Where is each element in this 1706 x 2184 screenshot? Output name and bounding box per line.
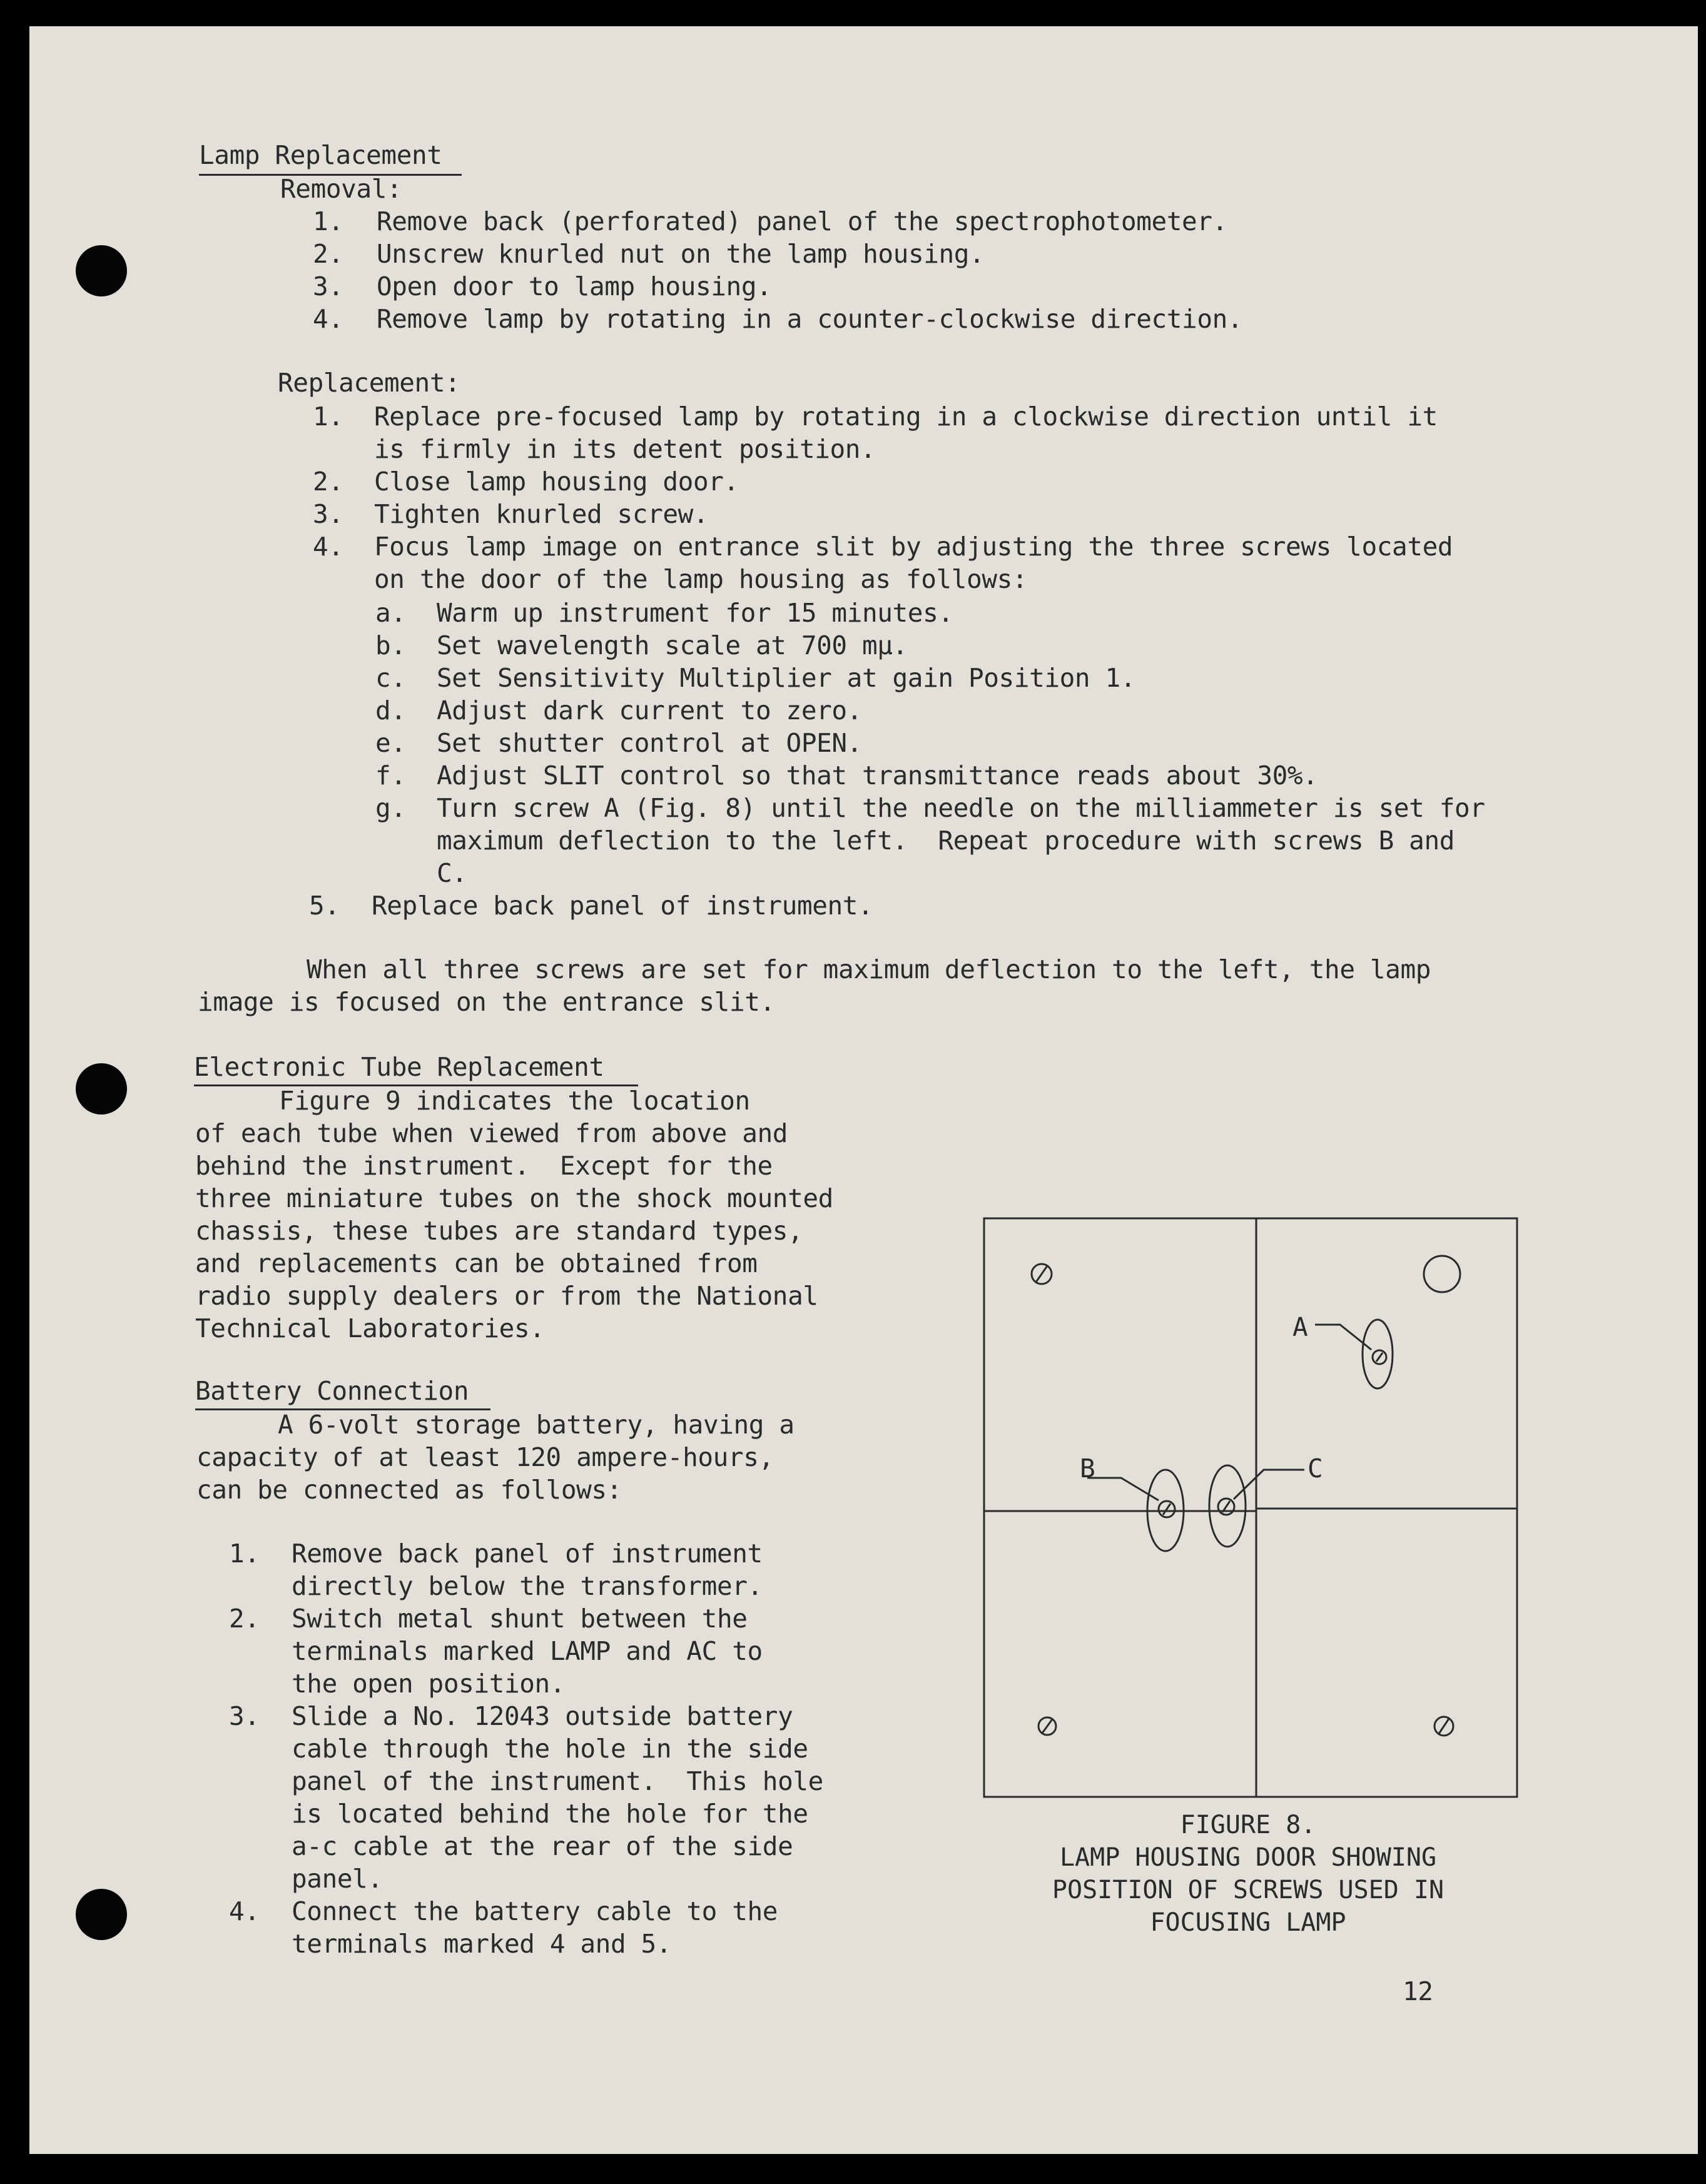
battery-step: Switch metal shunt between the — [292, 1604, 748, 1634]
step-number: 2. — [229, 1604, 260, 1634]
tube-paragraph-line: Technical Laboratories. — [195, 1313, 545, 1343]
battery-step-continued: directly below the transformer. — [292, 1571, 763, 1601]
binder-hole — [76, 1889, 127, 1940]
battery-step-continued: terminals marked LAMP and AC to — [292, 1636, 763, 1666]
closing-paragraph-line: image is focused on the entrance slit. — [198, 987, 775, 1017]
tube-paragraph-line: radio supply dealers or from the National — [195, 1281, 818, 1311]
sub-step-letter: a. — [375, 598, 407, 628]
step-number: 3. — [313, 271, 344, 301]
sub-step: Set Sensitivity Multiplier at gain Position 1. — [437, 663, 1136, 693]
label-b: B — [1080, 1453, 1095, 1484]
battery-step-continued: panel. — [292, 1864, 383, 1894]
figure-caption-line: POSITION OF SCREWS USED IN — [1052, 1876, 1445, 1904]
sub-step-letter: f. — [375, 761, 407, 791]
replacement-step: Replace pre-focused lamp by rotating in a clockwise direction until it — [374, 402, 1438, 432]
removal-step: Open door to lamp housing. — [377, 271, 772, 301]
battery-step-continued: a-c cable at the rear of the side — [292, 1831, 793, 1861]
replacement-step-continued: is firmly in its detent position. — [374, 434, 876, 464]
tube-paragraph-line: chassis, these tubes are standard types, — [195, 1216, 803, 1246]
replacement-label: Replacement: — [278, 368, 460, 398]
battery-intro-line: can be connected as follows: — [196, 1475, 622, 1505]
figure-caption-title: FIGURE 8. — [1180, 1811, 1316, 1839]
sub-step: Warm up instrument for 15 minutes. — [437, 598, 953, 628]
battery-step: Slide a No. 12043 outside battery — [292, 1701, 793, 1731]
battery-step-continued: panel of the instrument. This hole — [292, 1766, 823, 1796]
replacement-step-continued: on the door of the lamp housing as follows: — [374, 564, 1028, 594]
step-number: 1. — [313, 402, 344, 432]
battery-step-continued: terminals marked 4 and 5. — [292, 1929, 672, 1959]
sub-step-letter: g. — [375, 793, 407, 823]
replacement-step: Close lamp housing door. — [374, 467, 739, 497]
page-number: 12 — [1403, 1976, 1433, 2006]
tube-paragraph-line: behind the instrument. Except for the — [195, 1151, 773, 1181]
battery-step: Remove back panel of instrument — [292, 1539, 763, 1569]
removal-step: Unscrew knurled nut on the lamp housing. — [377, 239, 985, 269]
binder-hole — [76, 245, 127, 296]
sub-step-letter: d. — [375, 695, 407, 725]
removal-label: Removal: — [280, 174, 402, 204]
sub-step: Set shutter control at OPEN. — [437, 728, 862, 758]
battery-step: Connect the battery cable to the — [292, 1896, 778, 1926]
replacement-step: Focus lamp image on entrance slit by adjusting the three screws located — [374, 532, 1453, 562]
step-number: 4. — [229, 1896, 260, 1926]
tube-paragraph-line: Figure 9 indicates the location — [279, 1086, 750, 1116]
replacement-step: Replace back panel of instrument. — [372, 891, 873, 921]
screw-a-slot — [1363, 1320, 1393, 1388]
screw-top-right — [1424, 1256, 1460, 1292]
replacement-step: Tighten knurled screw. — [374, 499, 709, 529]
sub-step-letter: b. — [375, 630, 407, 660]
label-c: C — [1307, 1453, 1323, 1484]
step-number: 4. — [313, 532, 344, 562]
figure-8-diagram — [982, 1216, 1520, 1801]
figure-caption-line: LAMP HOUSING DOOR SHOWING — [1059, 1843, 1437, 1872]
section-heading-battery-connection: Battery Connection — [195, 1376, 469, 1406]
step-number: 1. — [229, 1539, 260, 1569]
sub-step-continued: C. — [437, 858, 467, 888]
battery-step-continued: cable through the hole in the side — [292, 1734, 808, 1764]
sub-step: Adjust SLIT control so that transmittance reads about 30%. — [437, 761, 1318, 791]
closing-paragraph-line: When all three screws are set for maximum deflection to the left, the lamp — [307, 954, 1431, 984]
step-number: 5. — [309, 891, 340, 921]
step-number: 2. — [313, 467, 344, 497]
sub-step-letter: e. — [375, 728, 407, 758]
sub-step: Set wavelength scale at 700 mμ. — [437, 630, 908, 660]
tube-paragraph-line: three miniature tubes on the shock mounted — [195, 1183, 833, 1213]
removal-step: Remove lamp by rotating in a counter-clockwise direction. — [377, 304, 1243, 334]
tube-paragraph-line: and replacements can be obtained from — [195, 1248, 758, 1278]
sub-step: Adjust dark current to zero. — [437, 695, 862, 725]
battery-step-continued: the open position. — [292, 1669, 566, 1699]
step-number: 2. — [313, 239, 344, 269]
sub-step-letter: c. — [375, 663, 407, 693]
tube-paragraph-line: of each tube when viewed from above and — [195, 1118, 788, 1148]
binder-hole — [76, 1063, 127, 1115]
removal-step: Remove back (perforated) panel of the spectrophotometer. — [377, 206, 1227, 236]
battery-step-continued: is located behind the hole for the — [292, 1799, 808, 1829]
battery-intro-line: capacity of at least 120 ampere-hours, — [196, 1442, 774, 1472]
step-number: 3. — [229, 1701, 260, 1731]
battery-intro-line: A 6-volt storage battery, having a — [278, 1410, 795, 1440]
section-heading-lamp-replacement: Lamp Replacement — [199, 140, 442, 170]
step-number: 1. — [313, 206, 344, 236]
label-a: A — [1292, 1312, 1308, 1342]
section-heading-tube-replacement: Electronic Tube Replacement — [194, 1052, 604, 1082]
step-number: 3. — [313, 499, 344, 529]
sub-step: Turn screw A (Fig. 8) until the needle on the milliammeter is set for — [437, 793, 1485, 823]
sub-step-continued: maximum deflection to the left. Repeat procedure with screws B and — [437, 826, 1455, 856]
figure-caption-line: FOCUSING LAMP — [1150, 1908, 1346, 1937]
step-number: 4. — [313, 304, 344, 334]
